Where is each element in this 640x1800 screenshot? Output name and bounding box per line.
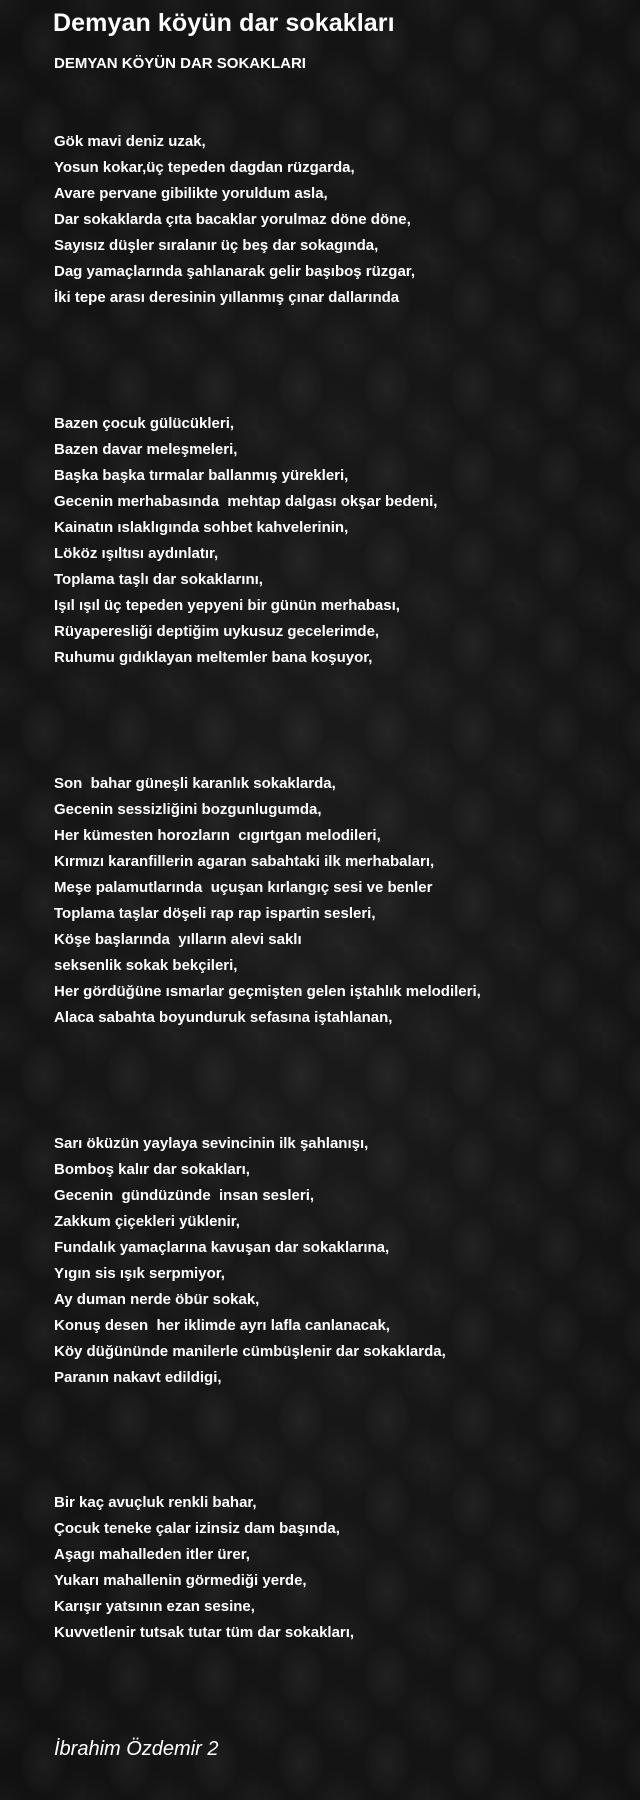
poem-line: Zakkum çiçekleri yüklenir, xyxy=(54,1213,240,1230)
poem-line: Gök mavi deniz uzak, xyxy=(54,133,206,150)
poem-line: seksenlik sokak bekçileri, xyxy=(54,957,238,974)
poem-line: Meşe palamutlarında uçuşan kırlangıç sesi ve benler xyxy=(54,879,433,896)
poem-line: Sayısız düşler sıralanır üç beş dar sokagında, xyxy=(54,237,379,254)
poem-stanza-2 xyxy=(54,411,437,671)
poem-line: Konuş desen her iklimde ayrı lafla canlanacak, xyxy=(54,1317,390,1334)
poem-line: Her gördüğüne ısmarlar geçmişten gelen iştahlık melodileri, xyxy=(54,983,481,1000)
poem-line: İki tepe arası deresinin yıllanmış çınar dallarında xyxy=(54,289,400,306)
poem-stanza-3 xyxy=(54,771,481,1031)
poem-title: Demyan köyün dar sokakları xyxy=(53,9,395,37)
poem-line: Kainatın ıslaklıgında sohbet kahvelerinin, xyxy=(54,519,349,536)
poem-line: Kuvvetlenir tutsak tutar tüm dar sokakları, xyxy=(54,1624,355,1641)
poem-stanza-5 xyxy=(54,1490,354,1646)
poem-line: Gecenin merhabasında mehtap dalgası okşar bedeni, xyxy=(54,493,438,510)
poem-line: Her kümesten horozların cıgırtgan melodileri, xyxy=(54,827,381,844)
poem-line: Son bahar güneşli karanlık sokaklarda, xyxy=(54,775,336,792)
poem-line: Lököz ışıltısı aydınlatır, xyxy=(54,545,219,562)
poem-line: Çocuk teneke çalar izinsiz dam başında, xyxy=(54,1520,340,1537)
poem-line: Gecenin gündüzünde insan sesleri, xyxy=(54,1187,315,1204)
poem-stanza-1 xyxy=(54,129,415,311)
poem-line: Toplama taşlar döşeli rap rap ispartin sesleri, xyxy=(54,905,376,922)
poem-line: Paranın nakavt edildigi, xyxy=(54,1369,222,1386)
poem-line: Ruhumu gıdıklayan meltemler bana koşuyor, xyxy=(54,649,373,666)
poem-line: Gecenin sessizliğini bozgunlugumda, xyxy=(54,801,322,818)
poem-line: Fundalık yamaçlarına kavuşan dar sokaklarına, xyxy=(54,1239,390,1256)
poem-line: Yıgın sis ışık serpmiyor, xyxy=(54,1265,225,1282)
poem-line: Dag yamaçlarında şahlanarak gelir başıboş rüzgar, xyxy=(54,263,415,280)
poem-line: Alaca sabahta boyunduruk sefasına iştahlanan, xyxy=(54,1009,393,1026)
poem-line: Başka başka tırmalar ballanmış yürekleri, xyxy=(54,467,349,484)
poem-line: Yukarı mahallenin görmediği yerde, xyxy=(54,1572,307,1589)
poem-line: Aşagı mahalleden itler ürer, xyxy=(54,1546,250,1563)
poem-stanza-4 xyxy=(54,1131,446,1391)
poem-author: İbrahim Özdemir 2 xyxy=(54,1738,219,1760)
poem-line: Sarı öküzün yaylaya sevincinin ilk şahlanışı, xyxy=(54,1135,369,1152)
poem-line: Köy düğününde manilerle cümbüşlenir dar sokaklarda, xyxy=(54,1343,446,1360)
poem-line: Bir kaç avuçluk renkli bahar, xyxy=(54,1494,257,1511)
poem-line: Bazen çocuk gülücükleri, xyxy=(54,415,235,432)
poem-line: Kırmızı karanfillerin agaran sabahtaki ilk merhabaları, xyxy=(54,853,435,870)
poem-line: Karışır yatsının ezan sesine, xyxy=(54,1598,255,1615)
poem-line: Toplama taşlı dar sokaklarını, xyxy=(54,571,263,588)
poem-line: Bomboş kalır dar sokakları, xyxy=(54,1161,250,1178)
poem-line: Rüyaperesliği deptiğim uykusuz gecelerimde, xyxy=(54,623,380,640)
poem-line: Dar sokaklarda çıta bacaklar yorulmaz döne döne, xyxy=(54,211,411,228)
poem-line: Yosun kokar,üç tepeden dagdan rüzgarda, xyxy=(54,159,355,176)
poem-line: Köşe başlarında yılların alevi saklı xyxy=(54,931,302,948)
poem-line: Bazen davar meleşmeleri, xyxy=(54,441,238,458)
poem-subtitle: DEMYAN KÖYÜN DAR SOKAKLARI xyxy=(54,55,306,72)
poem-line: Avare pervane gibilikte yoruldum asla, xyxy=(54,185,328,202)
poem-line: Işıl ışıl üç tepeden yepyeni bir günün merhabası, xyxy=(54,597,400,614)
poem-line: Ay duman nerde öbür sokak, xyxy=(54,1291,260,1308)
